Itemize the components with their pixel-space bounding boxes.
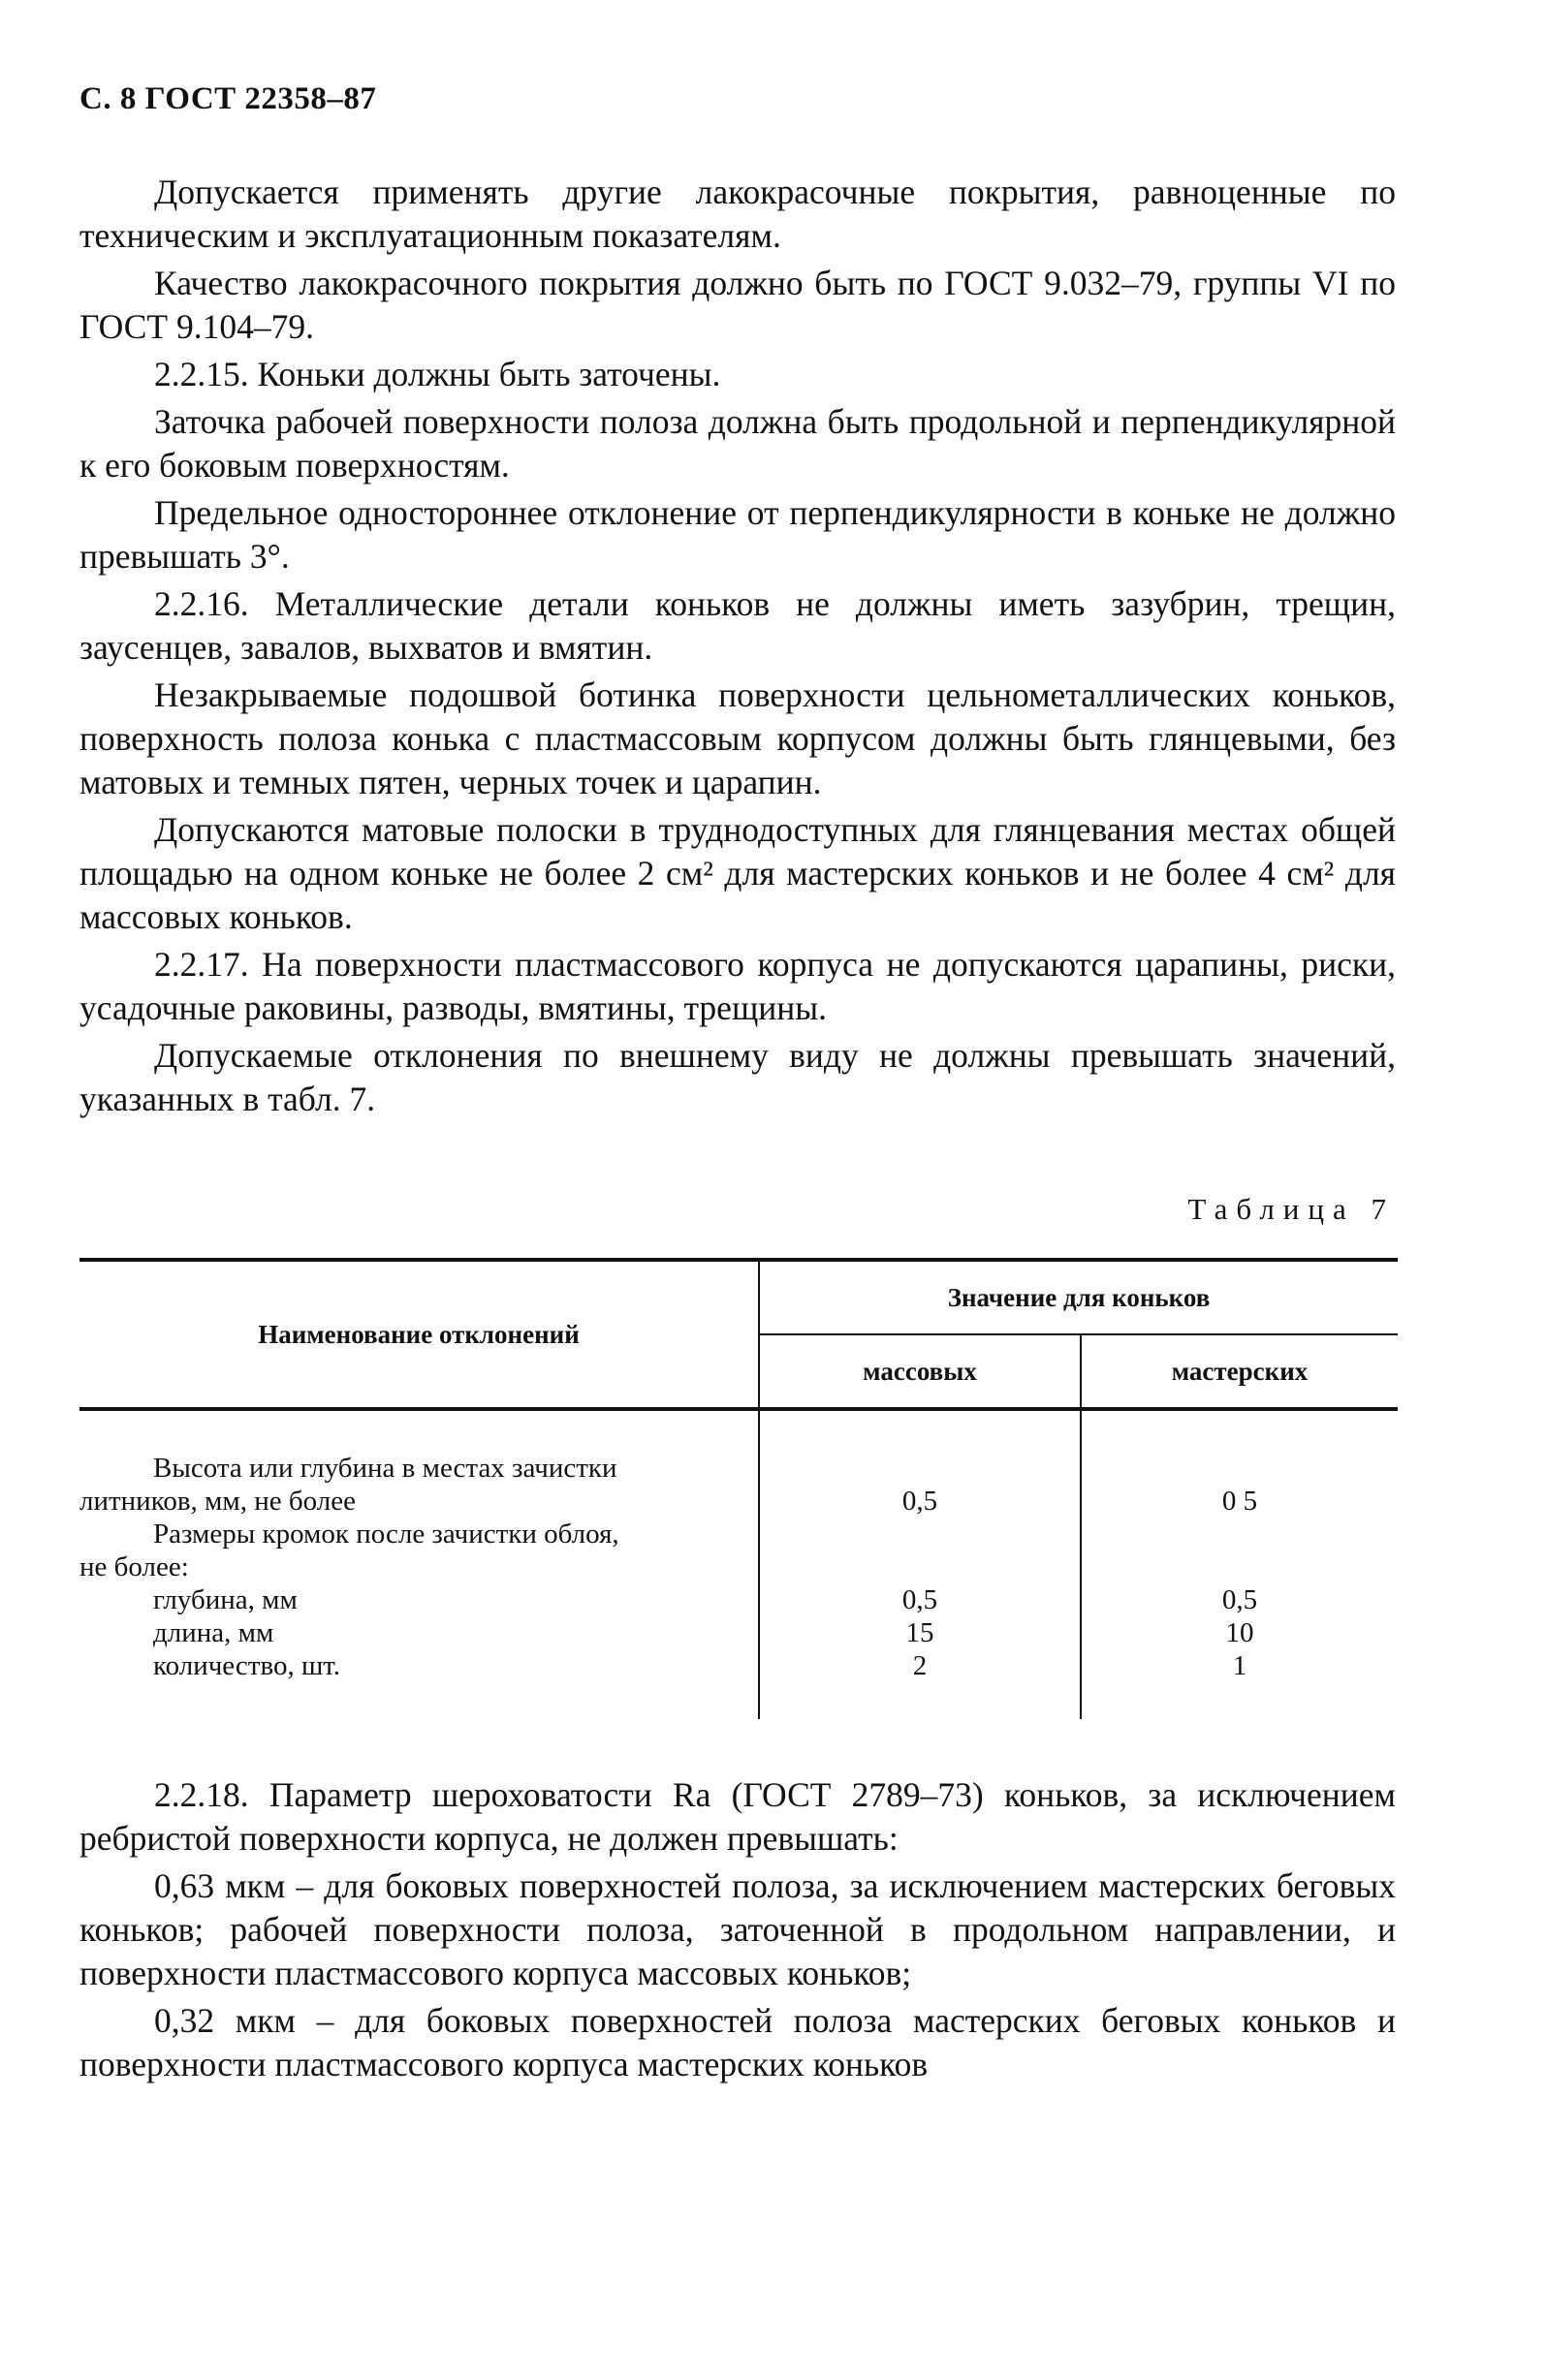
page-header: С. 8 ГОСТ 22358–87 <box>79 81 377 116</box>
table-row <box>79 1518 1398 1583</box>
value-master: 10 <box>1225 1617 1254 1648</box>
column-header-master: мастерских <box>1081 1334 1398 1409</box>
row-name-line2: не более: <box>79 1551 189 1582</box>
value-master: 0,5 <box>1221 1584 1258 1615</box>
paragraph: Допускаются матовые полоски в труднодоступных для глянцевания местах общей площадью на одном коньке не более 2 см² для мастерских коньков и не более 4 см² для массовых коньков. <box>79 810 1396 936</box>
table-row <box>79 1649 1398 1719</box>
body-text-bottom <box>79 1773 1396 2090</box>
paragraph: Допускается применять другие лакокрасочные покрытия, равноценные по техническим и эксплуатационным показателям. <box>79 172 1396 255</box>
row-name <box>79 1616 759 1649</box>
table-caption: Таблица 7 <box>1187 1192 1395 1226</box>
row-name-text: длина, мм <box>153 1617 274 1648</box>
value-master: 1 <box>1232 1650 1247 1681</box>
paragraph: Незакрываемые подошвой ботинка поверхности цельнометаллических коньков, поверхность полоза конька с пластмассовым корпусом должны быть глянцевыми, без матовых и темных пятен, черных точек и царапин. <box>79 675 1396 801</box>
table-7 <box>79 1258 1398 1719</box>
row-name <box>79 1583 759 1616</box>
paragraph: Качество лакокрасочного покрытия должно быть по ГОСТ 9.032–79, группы VI по ГОСТ 9.104–79. <box>79 264 1396 346</box>
row-name <box>79 1518 759 1583</box>
body-text-top <box>79 171 1396 1125</box>
value-mass: 0,5 <box>759 1409 1081 1518</box>
value-mass <box>759 1518 1081 1583</box>
value-mass: 0,5 <box>759 1583 1081 1616</box>
value-master: 0 5 <box>1221 1486 1258 1517</box>
column-group-header: Значение для коньков <box>759 1260 1398 1334</box>
column-header-mass: массовых <box>759 1334 1081 1409</box>
row-name <box>79 1409 759 1518</box>
paragraph: 2.2.16. Металлические детали коньков не должны иметь зазубрин, трещин, заусенцев, завалов, выхватов и вмятин. <box>79 584 1396 667</box>
row-name-line2: литников, мм, не более <box>79 1486 356 1517</box>
paragraph: Заточка рабочей поверхности полоза должна быть продольной и перпендикулярной к его боковым поверхностям. <box>79 402 1396 485</box>
paragraph: 0,32 мкм – для боковых поверхностей полоза мастерских беговых коньков и поверхности пластмассового корпуса мастерских коньков <box>79 2001 1396 2083</box>
paragraph: 0,63 мкм – для боковых поверхностей полоза, за исключением мастерских беговых коньков; рабочей поверхности полоза, заточенной в продольном направлении, и поверхности пластмассового корпуса массовых коньков; <box>79 1866 1396 1992</box>
value-mass: 15 <box>759 1616 1081 1649</box>
table-row <box>79 1616 1398 1649</box>
paragraph: Предельное одностороннее отклонение от перпендикулярности в коньке не должно превышать 3°. <box>79 493 1396 576</box>
row-name-text: глубина, мм <box>153 1584 298 1615</box>
row-name-line1: Высота или глубина в местах зачистки <box>153 1453 617 1484</box>
row-name-text: количество, шт. <box>153 1650 341 1681</box>
row-name-line1: Размеры кромок после зачистки облоя, <box>153 1519 619 1550</box>
paragraph: 2.2.15. Коньки должны быть заточены. <box>154 355 721 393</box>
row-name <box>79 1649 759 1719</box>
paragraph: 2.2.17. На поверхности пластмассового корпуса не допускаются царапины, риски, усадочные раковины, разводы, вмятины, трещины. <box>79 945 1396 1027</box>
value-master <box>1081 1518 1398 1583</box>
table-row <box>79 1583 1398 1616</box>
column-header-name: Наименование отклонений <box>79 1260 759 1409</box>
paragraph: 2.2.18. Параметр шероховатости Ra (ГОСТ 2789–73) коньков, за исключением ребристой поверхности корпуса, не должен превышать: <box>79 1775 1396 1858</box>
value-mass: 2 <box>759 1649 1081 1719</box>
paragraph: Допускаемые отклонения по внешнему виду не должны превышать значений, указанных в табл. 7. <box>79 1036 1396 1118</box>
table-row <box>79 1409 1398 1518</box>
